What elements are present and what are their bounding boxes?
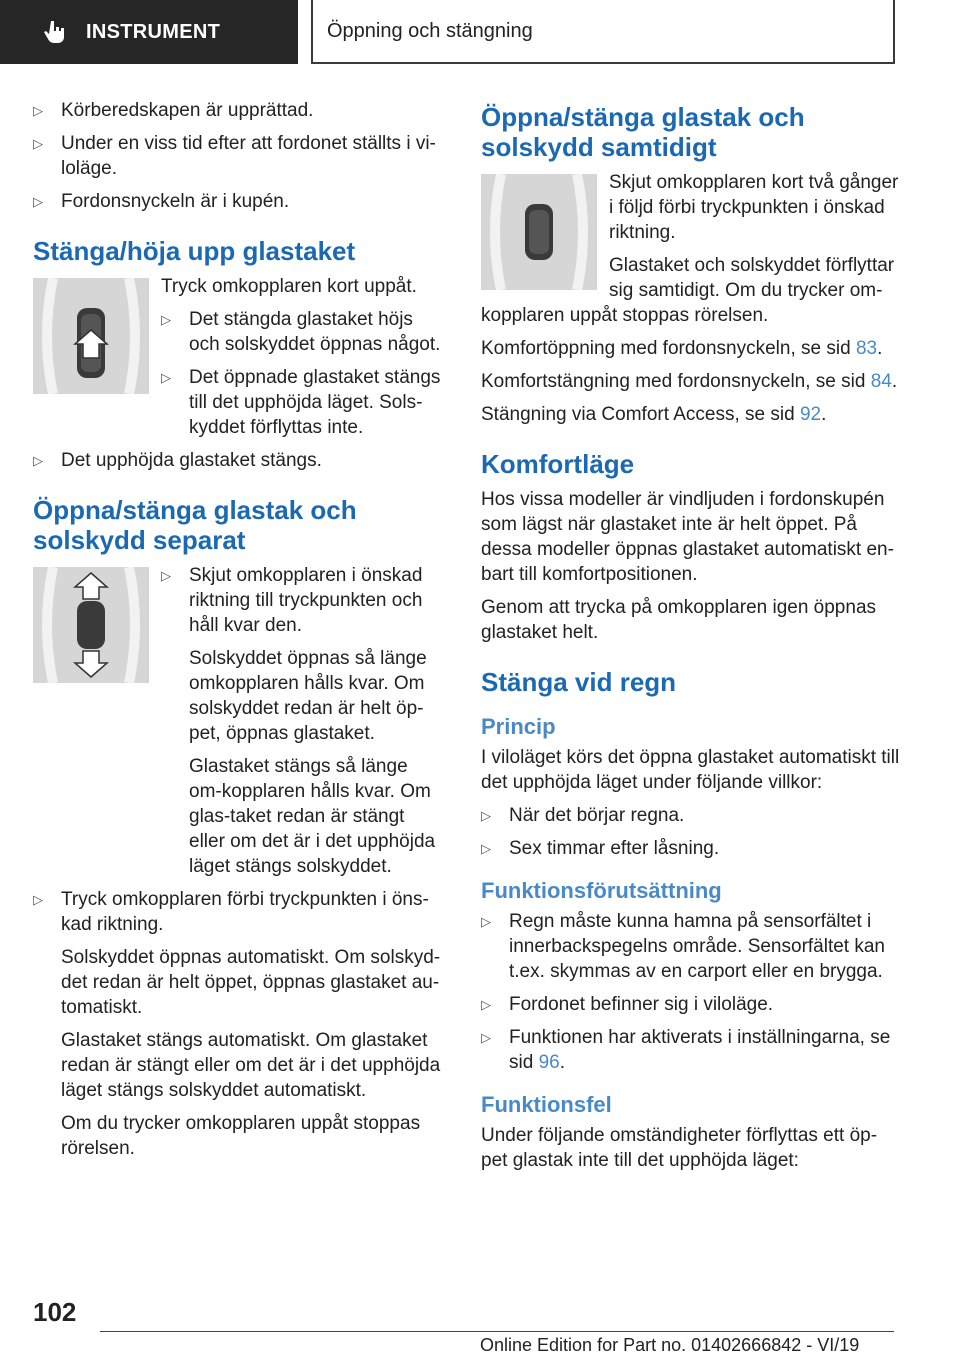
heading-rain: Stänga vid regn xyxy=(481,667,677,697)
list-item: ▷ Sex timmar efter låsning. xyxy=(481,838,720,859)
triangle-bullet-icon: ▷ xyxy=(161,568,171,583)
page-link[interactable]: 84 xyxy=(870,371,892,392)
page-link[interactable]: 96 xyxy=(538,1052,560,1073)
heading-close-roof: Stänga/höja upp glastaket xyxy=(33,236,356,266)
switch-up-illustration xyxy=(33,278,149,394)
list-item: ▷ Det stängda glastaket höjs och solskyddet öppnas något. xyxy=(161,309,441,355)
list-item: ▷ Det öppnade glastaket stängs till det upphöjda läget. Sols-kyddet förflyttas inte. xyxy=(161,367,441,438)
separate-text-5: Om du trycker omkopplaren uppåt stoppas rörelsen. xyxy=(61,1113,421,1159)
page-link[interactable]: 83 xyxy=(855,338,878,359)
separate-text-2: Glastaket stängs så länge om-kopplaren hålls kvar. Om glas-taket redan är stängt eller om det är i det upphöjda läget stängs solskyddet. xyxy=(189,756,436,877)
heading-komfort: Komfortläge xyxy=(481,449,635,479)
topic-label: Öppning och stängning xyxy=(327,19,533,42)
section-tab xyxy=(0,0,298,64)
heading-separate: Öppna/stänga glastak och solskydd separat xyxy=(33,495,357,555)
switch-double-illustration xyxy=(481,174,597,290)
edition-text: Online Edition for Part no. 01402666842 - VI/19 xyxy=(480,1335,860,1355)
list-item: ▷ Regn måste kunna hamna på sensorfältet i innerbackspegelns område. Sensorfältet kan t.ex. skymmas av en carport eller en brygga. xyxy=(481,911,886,982)
funktionsfel-text: Under följande omständigheter förflyttas ett öp-pet glastak inte till det upphöjda läget: xyxy=(481,1125,878,1171)
close-roof-block xyxy=(33,274,443,448)
page-link[interactable]: 92 xyxy=(799,404,822,425)
triangle-bullet-icon: ▷ xyxy=(33,194,43,209)
heading-forutsattning: Funktionsförutsättning xyxy=(481,878,722,903)
list-item: ▷ När det börjar regna. xyxy=(481,805,685,826)
together-text-1: Skjut omkopplaren kort två gånger i följd förbi tryckpunkten i önskad riktning. xyxy=(609,172,899,243)
footer-divider xyxy=(100,1331,894,1332)
heading-together: Öppna/stänga glastak och solskydd samtidigt xyxy=(481,102,805,162)
page-number: 102 xyxy=(33,1297,77,1327)
triangle-bullet-icon: ▷ xyxy=(33,453,43,468)
triangle-bullet-icon: ▷ xyxy=(481,808,491,823)
heading-princip: Princip xyxy=(481,714,556,739)
list-item: ▷ Tryck omkopplaren förbi tryckpunkten i öns-kad riktning. xyxy=(33,889,429,935)
komfort-text-2: Genom att trycka på omkopplaren igen öppnas glastaket helt. xyxy=(481,597,877,643)
hand-pointer-icon xyxy=(42,19,68,45)
separate-text-4: Glastaket stängs automatiskt. Om glastaket redan är stängt eller om det är i det upphöjda läget stängs solskyddet automatiskt. xyxy=(61,1030,441,1101)
triangle-bullet-icon: ▷ xyxy=(481,1030,491,1045)
list-item: ▷ Fordonet befinner sig i viloläge. xyxy=(481,994,774,1015)
close-roof-text: Tryck omkopplaren kort uppåt. xyxy=(161,276,417,297)
list-item: ▷ Det upphöjda glastaket stängs. xyxy=(33,450,322,471)
triangle-bullet-icon: ▷ xyxy=(33,892,43,907)
comfort-access-text: Stängning via Comfort Access, se sid 92. xyxy=(481,404,827,425)
right-column xyxy=(481,98,901,1181)
comfort-open-text: Komfortöppning med fordonsnyckeln, se sid 83. xyxy=(481,338,883,359)
princip-text: I viloläget körs det öppna glastaket automatiskt till det upphöjda läget under följande villkor: xyxy=(481,747,900,793)
triangle-bullet-icon: ▷ xyxy=(161,312,171,327)
komfort-text-1: Hos vissa modeller är vindljuden i fordonskupén som lägst när glastaket inte är helt öppet. På dessa modeller öppnas glastaket automatiskt en-bart till komfortpositionen. xyxy=(481,489,894,585)
list-item: ▷ Funktionen har aktiverats i inställningarna, se sid 96. xyxy=(481,1027,891,1073)
separate-block xyxy=(33,563,443,887)
separate-text-3: Solskyddet öppnas automatiskt. Om solskyd-det redan är helt öppet, öppnas glastaket au-tomatiskt. xyxy=(61,947,441,1018)
topic-tab xyxy=(311,0,895,64)
triangle-bullet-icon: ▷ xyxy=(481,914,491,929)
list-item: ▷ Fordonsnyckeln är i kupén. xyxy=(33,191,290,212)
list-item: ▷ Under en viss tid efter att fordonet ställts i vi-loläge. xyxy=(33,133,436,179)
list-item: ▷ Körberedskapen är upprättad. xyxy=(33,100,314,121)
page-header xyxy=(0,0,960,66)
separate-text-1: Solskyddet öppnas så länge omkopplaren hålls kvar. Om solskyddet redan är helt öp-pet, öppnas glastaket. xyxy=(189,648,427,744)
triangle-bullet-icon: ▷ xyxy=(161,370,171,385)
triangle-bullet-icon: ▷ xyxy=(481,841,491,856)
list-item: ▷ Skjut omkopplaren i önskad riktning till tryckpunkten och håll kvar den. xyxy=(161,565,423,636)
triangle-bullet-icon: ▷ xyxy=(33,103,43,118)
triangle-bullet-icon: ▷ xyxy=(33,136,43,151)
heading-funktionsfel: Funktionsfel xyxy=(481,1092,612,1117)
left-column xyxy=(33,98,443,1169)
switch-updown-illustration xyxy=(33,567,149,683)
triangle-bullet-icon: ▷ xyxy=(481,997,491,1012)
together-block xyxy=(481,170,901,328)
comfort-close-text: Komfortstängning med fordonsnyckeln, se sid 84. xyxy=(481,371,898,392)
section-label: INSTRUMENT xyxy=(86,20,221,43)
together-text-2: Glastaket och solskyddet förflyttar sig samtidigt. Om du trycker om-kopplaren uppåt stoppas rörelsen. xyxy=(481,255,895,326)
